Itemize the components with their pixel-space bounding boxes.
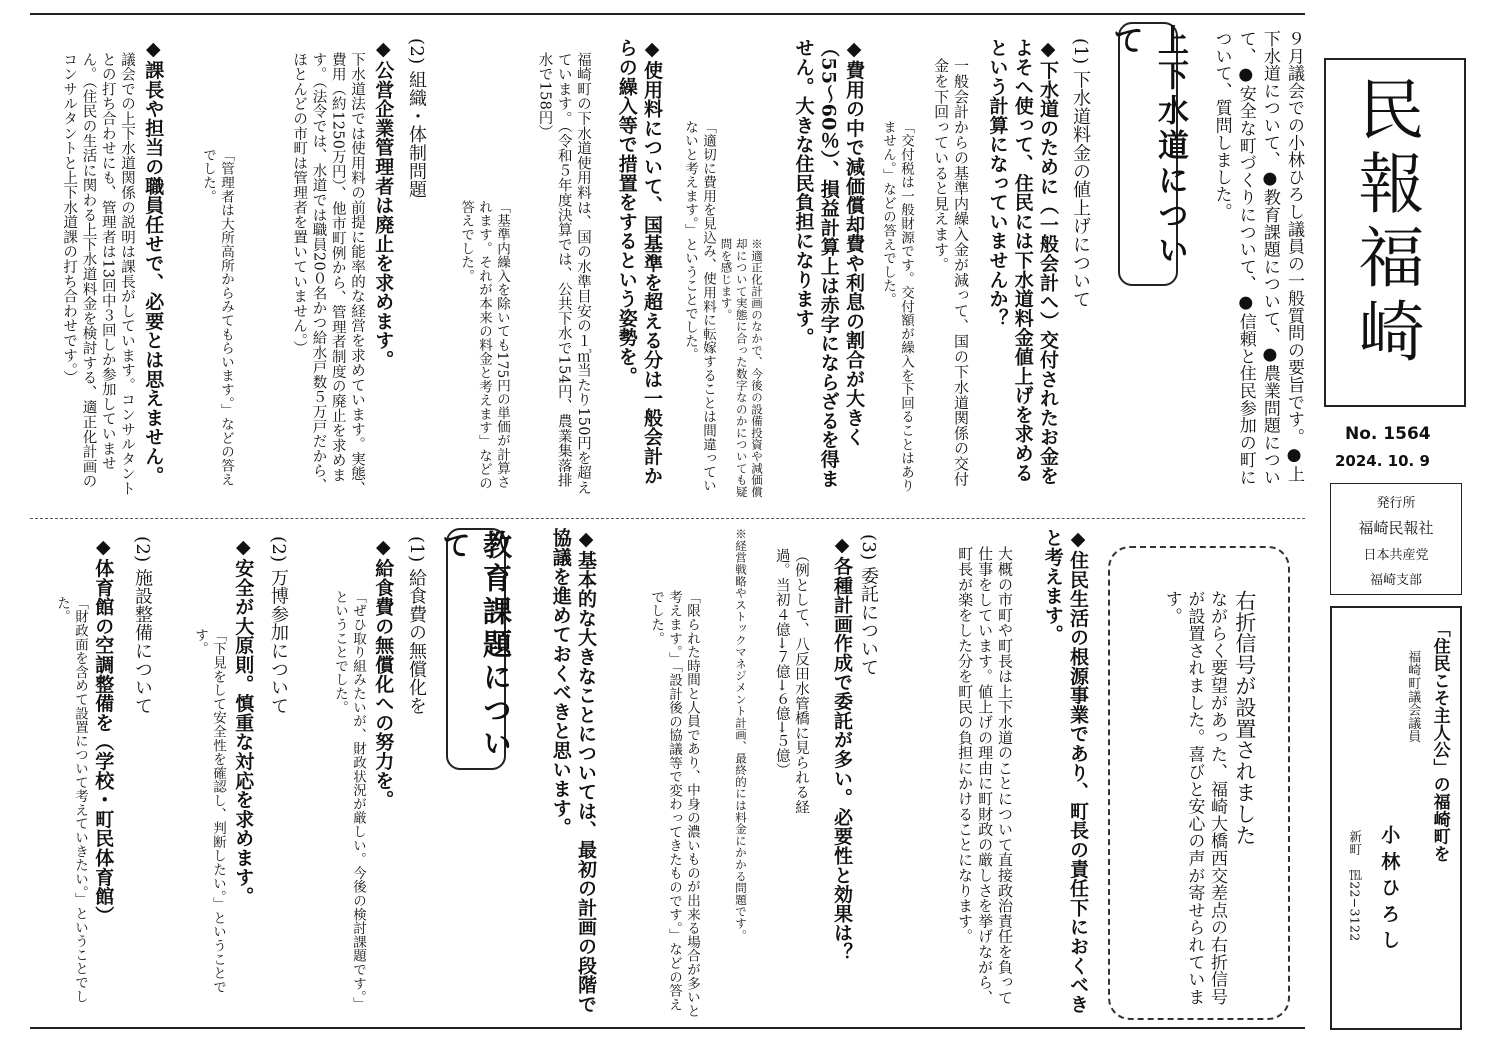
s7-title: (3) 委託について [857, 534, 879, 677]
top-rule [30, 13, 1305, 15]
issue-date: 2024. 10. 9 [1335, 452, 1430, 470]
mid-rule [30, 518, 1305, 519]
contact-address: 新町 ℡22−3122 [1347, 830, 1363, 942]
s7-note: ※経営戦略やストックマネジメント計画、最終的には料金にかかる問題です。 [734, 528, 748, 941]
intro-text: ９月議会での小林ひろし議員の一般質問の要旨です。●上下水道について、●教育課題について、●農業問題について、●安全な町づくりについて、●信頼と住民参加の町について、質問しました。 [1211, 30, 1304, 486]
e2-question: ◆安全が大原則。慎重な対応を求めます。 [232, 536, 255, 906]
e2-title: (2) 万博参加について [267, 536, 289, 715]
s1-question: ◆下水道のために（一般会計へ）交付されたお金をよそへ使って、住民には下水道料金値上げを求めるという計算になっていませんか？ [986, 38, 1059, 485]
section-badge-water: 上下水道について [1118, 22, 1178, 286]
s2-quote: 「適切に費用を見込み、使用料に転嫁することは間違っていないと考えます。」ということでした。 [682, 120, 716, 493]
s1-quote: 「交付税は一般財源です。交付額が繰入を下回ることはありません。」などの答えでした。 [880, 120, 914, 493]
s6-answer: 大概の市町や町長は上下水道のことについて直接政治責任を負って仕事をしています。値上げの理由に町財政の厳しさを挙げながら、町長が楽をした分を町民の負担にかけることになります。 [956, 546, 1014, 1005]
s3-quote: 「基準内繰入を除いても175円の単価が計算されます。それが本来の料金と考えます」などの答えでした。 [458, 200, 510, 490]
s2-question: ◆費用の中で減価償却費や利息の割合が大きく（55〜60％）、損益計算上は赤字にならざるを得ません。大きな住民負担になります。 [792, 38, 865, 488]
s6-question: ◆住民生活の根源事業であり、町長の責任下におくべきと考えます。 [1041, 528, 1089, 1014]
s7-quote: 「限られた時間と人員であり、中身の濃いものが出来る場合が多いと考えます。」「設計後の協議等で変わってきたものです。」などの答えでした。 [648, 590, 700, 1018]
e3-quote: 「財政面を含めて設置について考えていきたい。」ということでした。 [54, 596, 88, 1004]
bottom-rule [30, 1027, 1305, 1029]
issue-number: No. 1564 [1345, 424, 1431, 444]
signal-notice-title: 右折信号が設置されました [1232, 590, 1257, 846]
publisher-box [1330, 483, 1462, 595]
s7-question: ◆各種計画作成で委託が多い。必要性と効果は？ [831, 534, 853, 962]
contact-slogan: 「住民こそ主人公」の福崎町を [1429, 620, 1450, 863]
signal-notice-body: ながらく要望があった、福崎大橋西交差点の右折信号が設置されました。喜びと安心の声が寄せられています。 [1161, 590, 1227, 1006]
e1-question: ◆給食費の無償化への努力を。 [372, 536, 395, 810]
e2-quote: 「下見をして安全性を確認し、判断したい。」ということです。 [192, 628, 226, 994]
s4-question: ◆公営企業管理者は廃止を求めます。 [372, 38, 395, 370]
contact-role: 福崎町議会議員 [1405, 650, 1421, 744]
masthead-title: 民報福崎 [1347, 75, 1424, 371]
s1-answer: 一般会計からの基準内繰入金が減って、国の下水道関係の交付金を下回っていると見えます。 [932, 58, 970, 487]
s8-question: ◆基本的な大きなことについては、最初の計画の段階で協議を進めておくべきと思います。 [549, 528, 597, 1014]
section-badge-education: 教育課題について [446, 528, 506, 770]
s7-answer: （例として、八反田水管橋に見られる経過。当初４億→７億→６億→５億） [773, 548, 809, 815]
s3-question: ◆使用料について、国基準を超える分は一般会計からの繰入等で措置をするという姿勢を。 [615, 38, 663, 485]
s1-title: (1) 下水道料金の値上げについて [1069, 38, 1091, 309]
e3-title: (2) 施設整備について [131, 536, 153, 715]
publisher-branch: 福崎支部 [1369, 573, 1422, 588]
e1-title: (1) 給食費の無償化を [405, 536, 427, 715]
s4-quote: 「管理者は大所高所からみてもらいます。」などの答えでした。 [200, 148, 234, 487]
contact-name: 小 林 ひ ろ し [1378, 825, 1401, 950]
e1-quote: 「ぜひ取り組みたいが、財政状況が厳しい。今後の検討課題です。」ということでした。 [332, 590, 366, 1005]
s5-answer: 議会での上下水道関係の説明は課長がしています。コンサルタントとの打ち合わせにも、管理者は13回中３回しか参加していません。（住民の生活に関わる上下水道料金を検討する、適正化計画のコンサルタントと上下水道課の打ち合わせです。） [61, 52, 135, 496]
s4-title: (2) 組織・体制問題 [405, 38, 427, 199]
publisher-party: 日本共産党 [1363, 548, 1429, 563]
s2-note: ※適正化計画のなかで、今後の設備投資や減価償却について実態に合った数字なのかについても疑問を感じます。 [719, 238, 764, 498]
s4-answer: 下水道法では使用料の前提に能率的な経営を求めています。実態、費用（約1250万円）、他市町例から、管理者制度の廃止を求めます。（法令では、水道では職員20０名かつ給水戸数５万戸だから、ほとんどの市町は管理者を置いていません。） [291, 52, 365, 496]
e3-question: ◆体育館の空調整備を（学校・町民体育館） [92, 536, 115, 925]
publisher-name: 福崎民報社 [1358, 519, 1434, 537]
publisher-label: 発行所 [1376, 496, 1416, 511]
s5-question: ◆課長や担当の職員任せで、必要とは思えません。 [142, 38, 165, 485]
s3-answer: 福崎町の下水道使用料は、国の水準目安の１㎥当たり150円を超えています。（令和５年度決算では、公共下水で154円、農業集落排水で158円） [536, 52, 591, 495]
